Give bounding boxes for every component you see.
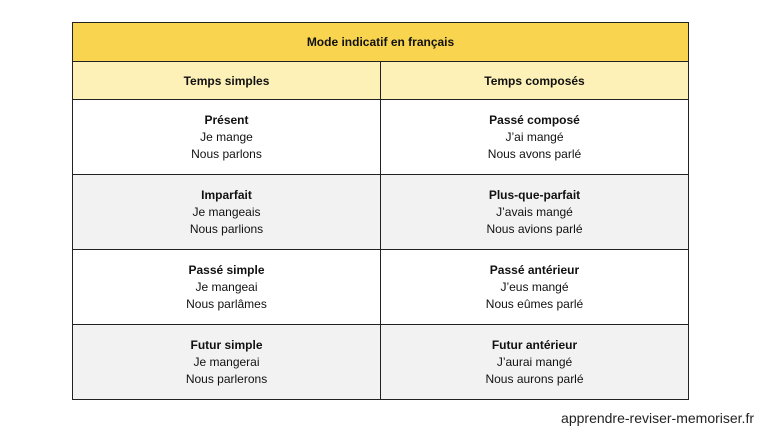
tense-name: Imparfait — [201, 187, 252, 202]
table-cell-compound — [381, 100, 689, 175]
example-line: Nous avons parlé — [487, 146, 582, 161]
table-row — [73, 325, 689, 400]
table-cell-simple — [73, 175, 381, 250]
conjugation-table — [72, 22, 689, 400]
example-line: Je mange — [200, 129, 253, 144]
example-line: Je mangeai — [195, 279, 258, 294]
example-line: J’ai mangé — [505, 129, 564, 144]
example-line: Nous parlons — [191, 146, 262, 161]
table-cell-compound — [381, 325, 689, 400]
tense-name: Passé antérieur — [489, 262, 580, 277]
example-line: Je mangeais — [192, 204, 261, 219]
example-line: Nous parlions — [189, 221, 264, 236]
example-line: Nous avions parlé — [486, 221, 583, 236]
table-cell-compound — [381, 175, 689, 250]
example-line: J’aurai mangé — [496, 354, 573, 369]
table-cell-simple — [73, 325, 381, 400]
column-header-simple: Temps simples — [73, 62, 381, 100]
table-cell-simple — [73, 250, 381, 325]
table-row — [73, 175, 689, 250]
example-line: Nous eûmes parlé — [485, 296, 584, 311]
tense-name: Présent — [204, 112, 249, 127]
table-row — [73, 250, 689, 325]
example-line: Je mangerai — [193, 354, 260, 369]
tense-name: Plus-que-parfait — [488, 187, 581, 202]
table-title: Mode indicatif en français — [73, 23, 689, 62]
tense-name: Futur antérieur — [491, 337, 578, 352]
example-line: Nous aurons parlé — [485, 371, 584, 386]
site-watermark: apprendre-reviser-memoriser.fr — [561, 410, 754, 426]
table-cell-compound — [381, 250, 689, 325]
example-line: Nous parlâmes — [186, 296, 267, 311]
column-header-compound: Temps composés — [381, 62, 689, 100]
example-line: J’eus mangé — [500, 279, 569, 294]
table-cell-simple — [73, 100, 381, 175]
table-row — [73, 100, 689, 175]
example-line: J’avais mangé — [496, 204, 573, 219]
example-line: Nous parlerons — [185, 371, 268, 386]
tense-name: Passé composé — [489, 112, 580, 127]
tense-name: Futur simple — [190, 337, 263, 352]
tense-name: Passé simple — [188, 262, 265, 277]
